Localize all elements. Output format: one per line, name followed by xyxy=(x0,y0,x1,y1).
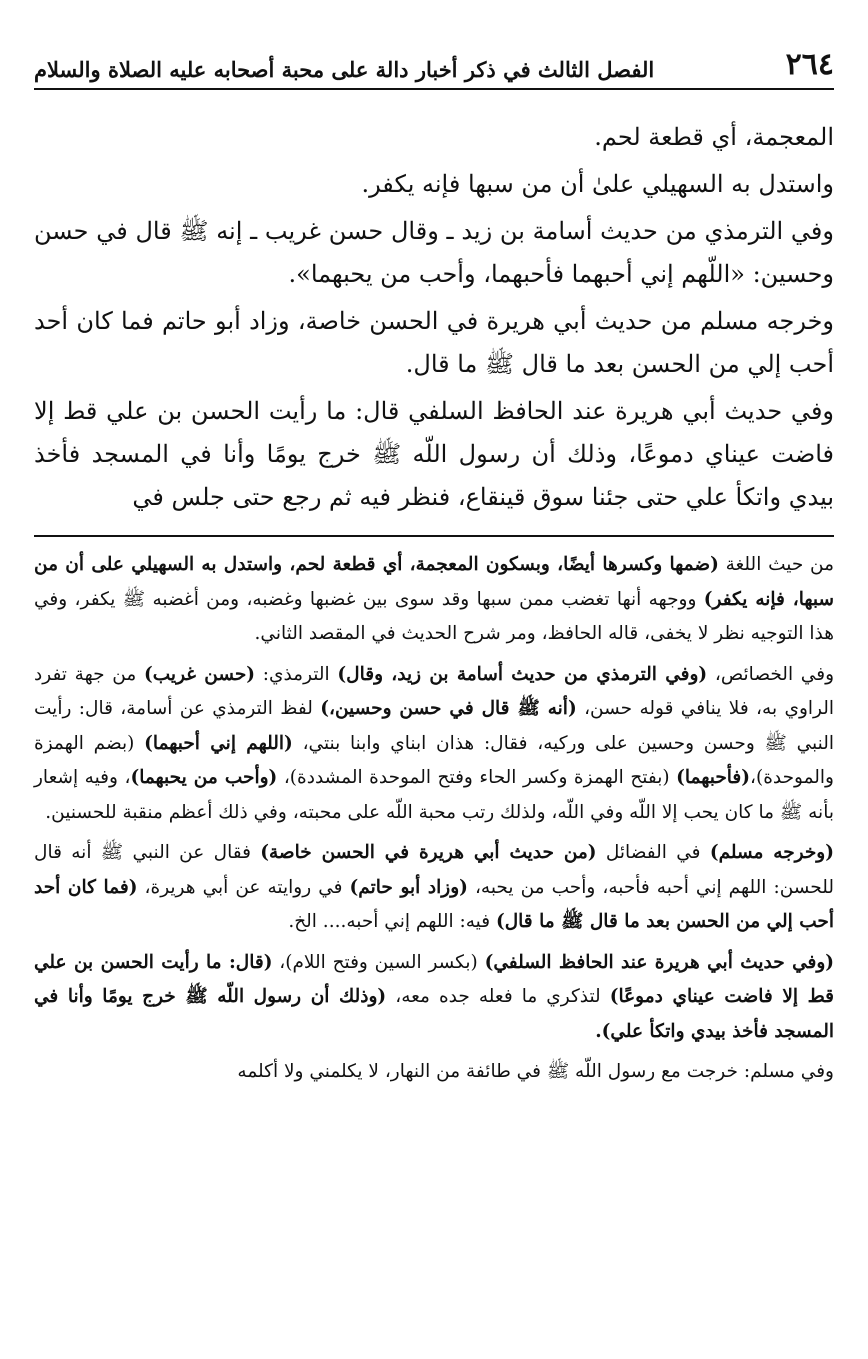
commentary-text: وفي الخصائص، xyxy=(707,663,834,685)
main-text xyxy=(34,116,834,523)
commentary-text: لفظ الترمذي عن أسامة، قال: رأيت النبي ﷺ وحسن وحسين على وركيه، فقال: هذان ابناي وابنا بنتي، xyxy=(34,698,834,754)
commentary-text: فيه: اللهم إني أحبه.... الخ. xyxy=(288,911,496,932)
commentary-text: من جهة تفرد الراوي به، فلا ينافي قوله حسن، xyxy=(34,663,835,719)
commentary-text: (بكسر السين وفتح اللام)، xyxy=(272,951,485,973)
commentary-text: (بفتح الهمزة وكسر الحاء وفتح الموحدة المشددة)، xyxy=(277,767,677,788)
bold-quote: (وفي حديث أبي هريرة عند الحافظ السلفي) xyxy=(484,951,835,973)
main-paragraph: واستدل به السهيلي علىٰ أن من سبها فإنه يكفر. xyxy=(361,170,834,198)
bold-quote: (وزاد أبو حاتم) xyxy=(349,876,468,898)
page-header xyxy=(34,46,834,90)
commentary-text: (بضم الهمزة والموحدة)، xyxy=(34,732,834,788)
bold-quote: (ضمها وكسرها أيضًا، وبسكون المعجمة، أي قطعة لحم، واستدل به السهيلي على أن من سبها، فإنه يكفر) xyxy=(34,554,834,610)
main-paragraph: وخرجه مسلم من حديث أبي هريرة في الحسن خاصة، وزاد أبو حاتم فما كان أحد أحب إلي من الحسن بعد ما قال ﷺ ما قال. xyxy=(34,307,834,378)
bold-quote: (اللهم إني أحبهما) xyxy=(144,732,293,754)
running-title: الفصل الثالث في ذكر أخبار دالة على محبة أصحابه عليه الصلاة والسلام xyxy=(34,57,655,82)
commentary-paragraph xyxy=(34,1055,834,1090)
commentary-text: فقال عن النبي ﷺ أنه قال للحسن: اللهم إني أحبه فأحبه، وأحب من يحبه، xyxy=(34,842,834,898)
commentary-paragraph xyxy=(34,946,834,1050)
commentary-paragraph xyxy=(34,658,834,831)
main-paragraph: المعجمة، أي قطعة لحم. xyxy=(594,123,834,151)
commentary-text: لتذكري ما فعله جده معه، xyxy=(386,986,610,1007)
page-number: ٢٦٤ xyxy=(785,47,834,82)
bold-quote: (فما كان أحد أحب إلي من الحسن بعد ما قال ﷺ ما قال) xyxy=(34,876,834,932)
commentary xyxy=(34,548,834,1096)
bold-quote: (من حديث أبي هريرة في الحسن خاصة) xyxy=(260,842,597,863)
commentary-text: من حيث اللغة xyxy=(718,554,834,575)
bold-quote: (قال: ما رأيت الحسن بن علي قط إلا فاضت عيناي دموعًا) xyxy=(34,951,835,1007)
main-paragraph: وفي الترمذي من حديث أسامة بن زيد ـ وقال حسن غريب ـ إنه ﷺ قال في حسن وحسين: «اللّهم إني أحبهما فأحبهما، وأحب من يحبهما». xyxy=(34,217,834,288)
bold-quote: (حسن غريب) xyxy=(144,663,256,685)
commentary-text: في روايته عن أبي هريرة، xyxy=(137,876,350,898)
commentary-text: ، وفيه إشعار بأنه ﷺ ما كان يحب إلا اللّه وفي اللّه، ولذلك رتب محبة اللّه على محبته، وفي ذلك أعظم منقبة للحسنين. xyxy=(34,767,834,823)
commentary-text: الترمذي: xyxy=(255,663,338,685)
bold-quote: (وأحب من يحبهما) xyxy=(130,767,278,788)
commentary-text: وفي مسلم: خرجت مع رسول اللّه ﷺ في طائفة من النهار، لا يكلمني ولا أكلمه xyxy=(237,1061,834,1082)
commentary-text: ووجهه أنها تغضب ممن سبها وقد سوى بين غضبها وغضبه، ومن أغضبه ﷺ يكفر، وفي هذا التوجيه نظر لا يخفى، قاله الحافظ، ومر شرح الحديث في المقصد الثاني. xyxy=(34,588,834,644)
commentary-paragraph xyxy=(34,548,834,652)
commentary-text: في الفضائل xyxy=(596,842,710,863)
bold-quote: (فأحبهما) xyxy=(676,767,750,788)
bold-quote: (أنه ﷺ قال في حسن وحسين،) xyxy=(320,698,577,719)
commentary-paragraph xyxy=(34,836,834,940)
text-divider xyxy=(34,535,834,537)
bold-quote: (وذلك أن رسول اللّه ﷺ خرج يومًا وأنا في المسجد فأخذ بيدي واتكأ علي). xyxy=(34,986,834,1042)
main-paragraph: وفي حديث أبي هريرة عند الحافظ السلفي قال: ما رأيت الحسن بن علي قط إلا فاضت عيناي دموعًا، وذلك أن رسول اللّه ﷺ خرج يومًا وأنا في المسجد فأخذ بيدي واتكأ علي حتى جئنا سوق قينقاع، فنظر فيه ثم رجع حتى جلس في xyxy=(34,397,835,511)
bold-quote: (وفي الترمذي من حديث أسامة بن زيد، وقال) xyxy=(337,663,708,685)
bold-quote: (وخرجه مسلم) xyxy=(709,842,834,863)
